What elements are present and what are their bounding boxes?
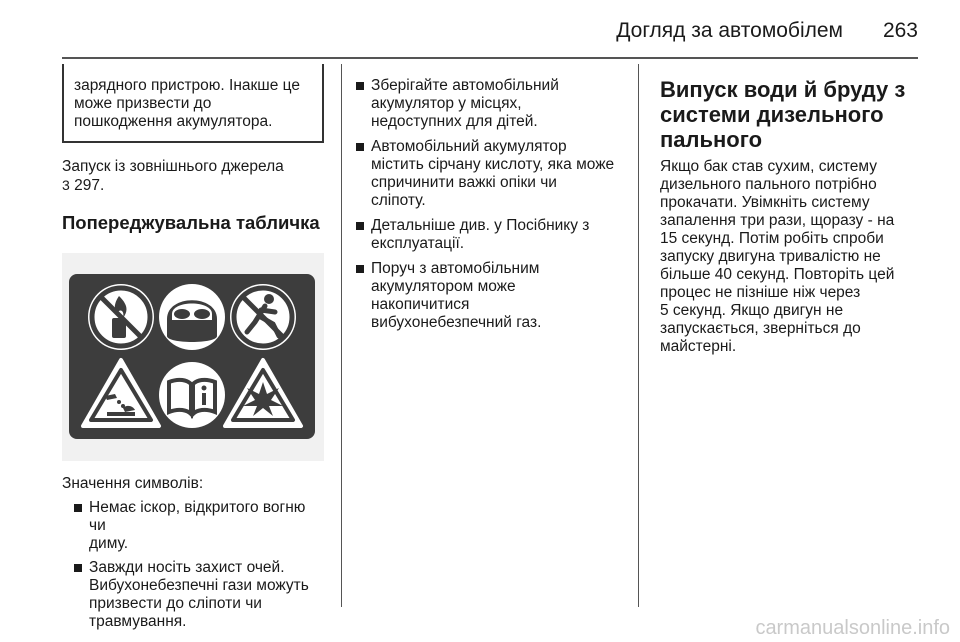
column-divider-2 <box>638 64 639 607</box>
watermark: carmanualsonline.info <box>755 617 950 639</box>
list-item <box>74 499 324 553</box>
list-item-text: Поруч з автомобільним акумулятором може накопичитися вибухонебезпечний газ. <box>371 260 542 331</box>
symbols-list-continued <box>356 77 628 332</box>
warning-plate-heading: Попереджувальна табличка <box>62 212 320 233</box>
explosion-warning-icon <box>225 360 301 426</box>
bullet-square-icon <box>74 504 82 512</box>
diesel-body-text: Якщо бак став сухим, систему дизельного пального потрібно прокачати. Увімкніть систему запалення три рази, щоразу - на 15 секунд. Потім робіть спроби запуску двигуна тривалістю не більше 40 секунд. Повторіть цей процес не пізніше ніж через 5 секунд. Якщо двигун не запускається, зверніться до майстерні. <box>660 158 895 355</box>
column-1 <box>62 64 324 631</box>
list-item <box>356 260 628 332</box>
reference-arrow-icon: 3 <box>62 177 70 193</box>
jump-start-text: Запуск із зовнішнього джерела <box>62 158 284 175</box>
list-item-text: Детальніше див. у Посібнику з експлуатації. <box>371 217 590 252</box>
warning-plate-figure <box>62 253 324 461</box>
page-number: 263 <box>882 19 918 42</box>
bullet-square-icon <box>356 222 364 230</box>
list-item-text: Завжди носіть захист очей. Вибухонебезпечні гази можуть призвести до сліпоти чи травмування. <box>89 559 309 630</box>
symbols-list <box>62 499 324 631</box>
note-box-text: зарядного пристрою. Інакше це може призвести до пошкодження акумулятора. <box>74 77 300 130</box>
jump-start-page-link[interactable]: 297. <box>69 177 105 194</box>
bullet-square-icon <box>356 82 364 90</box>
list-item <box>356 138 628 210</box>
list-item-text: Немає іскор, відкритого вогню чи диму. <box>89 499 306 552</box>
warning-plate <box>69 274 315 439</box>
keep-children-away-icon <box>230 284 296 350</box>
column-divider-1 <box>341 64 342 607</box>
manual-icon <box>159 362 225 428</box>
bullet-square-icon <box>74 564 82 572</box>
list-item <box>356 77 628 131</box>
note-box <box>62 64 324 143</box>
header-rule <box>62 57 918 59</box>
bullet-square-icon <box>356 143 364 151</box>
list-item-text: Автомобільний акумулятор містить сірчану кислоту, яка може спричинити важкі опіки чи сліпоту. <box>371 138 615 209</box>
list-item-text: Зберігайте автомобільний акумулятор у місцях, недоступних для дітей. <box>371 77 559 130</box>
section-heading-diesel: Випуск води й бруду з системи дизельного пального <box>660 77 906 152</box>
jump-start-reference <box>62 158 324 195</box>
column-2 <box>356 77 628 332</box>
symbols-caption: Значення символів: <box>62 475 204 492</box>
list-item <box>356 217 628 253</box>
no-fire-icon <box>88 284 154 350</box>
bullet-square-icon <box>356 265 364 273</box>
column-3 <box>660 77 922 356</box>
list-item <box>74 559 324 631</box>
acid-warning-icon <box>83 360 159 426</box>
header-title: Догляд за автомобілем <box>616 19 843 42</box>
eye-protection-icon <box>159 284 225 350</box>
